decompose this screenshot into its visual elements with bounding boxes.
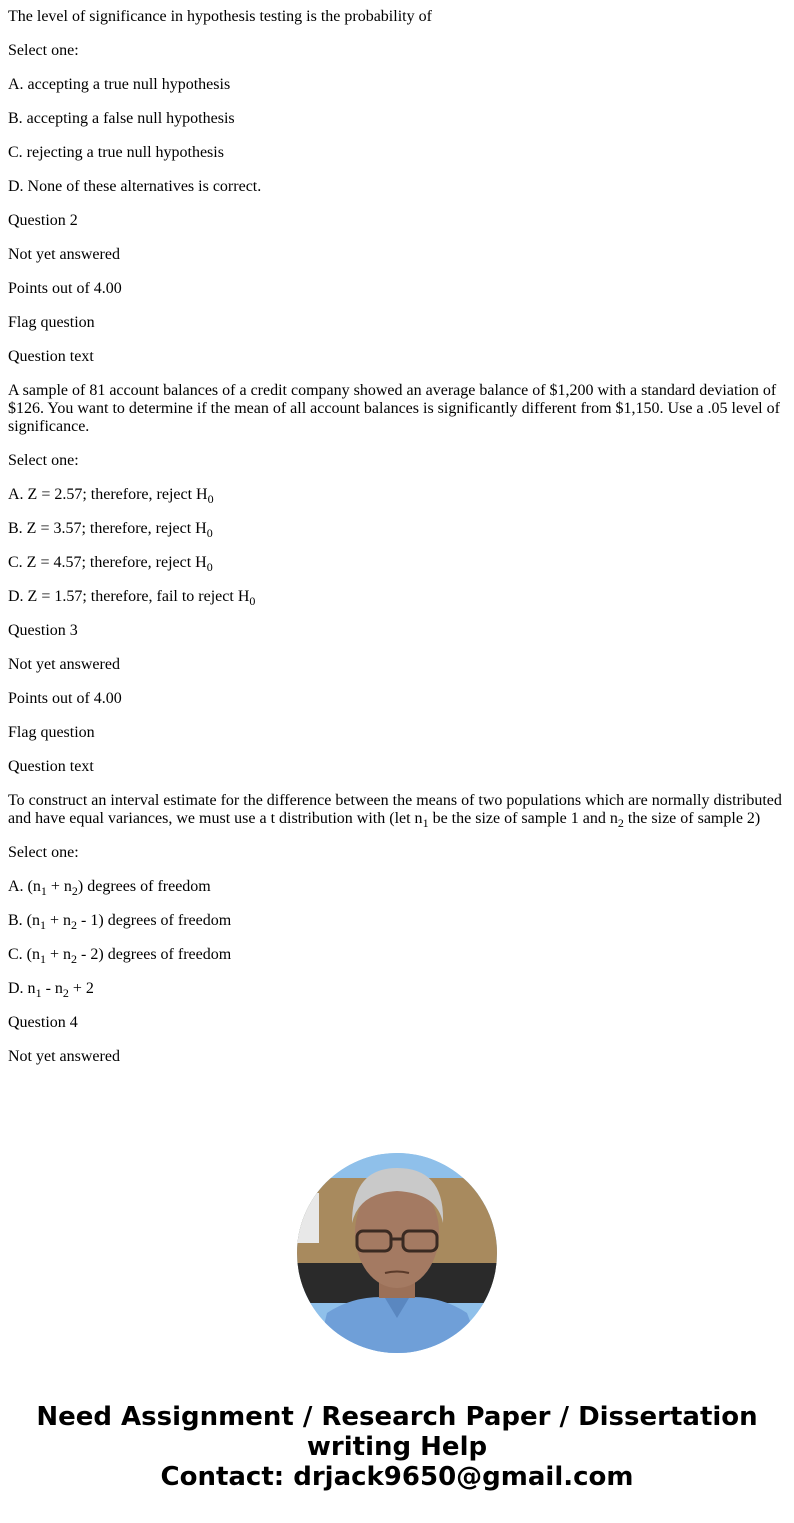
q2-option-c (8, 554, 786, 572)
text-part: + n (46, 946, 72, 963)
question-3-status: Not yet answered (8, 656, 120, 673)
question-2-text: A sample of 81 account balances of a credit company showed an average balance of $1,200 with a standard deviation of $126. You want to determine if the mean of all account balances is significantly different from $1,150. Use a .05 level of significance. (8, 382, 780, 435)
contact-footer (0, 1402, 794, 1492)
question-3-flag: Flag question (8, 724, 95, 741)
subscript: 2 (71, 952, 78, 966)
question-2-points: Points out of 4.00 (8, 280, 122, 297)
q2-option-b (8, 520, 786, 538)
text-part: A. (n (8, 878, 41, 895)
text-part: - n (41, 980, 63, 997)
q1-option-a: A. accepting a true null hypothesis (8, 76, 231, 93)
option-text: D. Z = 1.57; therefore, fail to reject H (8, 588, 250, 605)
question-2-text-label: Question text (8, 348, 94, 365)
subscript: 1 (35, 986, 42, 1000)
author-photo (297, 1153, 497, 1353)
select-one-label: Select one: (8, 42, 79, 59)
option-text: C. Z = 4.57; therefore, reject H (8, 554, 207, 571)
subscript: 1 (40, 884, 47, 898)
select-one-label: Select one: (8, 452, 79, 469)
subscript: 1 (422, 816, 429, 830)
q1-option-d: D. None of these alternatives is correct. (8, 178, 262, 195)
text-part: be the size of sample 1 and n (428, 810, 618, 827)
text-part: D. n (8, 980, 36, 997)
q3-option-a (8, 878, 786, 896)
text-part: the size of sample 2) (623, 810, 761, 827)
q1-option-c: C. rejecting a true null hypothesis (8, 144, 224, 161)
option-text: B. Z = 3.57; therefore, reject H (8, 520, 207, 537)
q3-option-b (8, 912, 786, 930)
subscript: 2 (71, 884, 78, 898)
question-2-number: Question 2 (8, 212, 78, 229)
person-portrait-icon (297, 1153, 497, 1353)
q1-option-b: B. accepting a false null hypothesis (8, 110, 235, 127)
footer-contact: Contact: drjack9650@gmail.com (160, 1462, 634, 1492)
text-part: ) degrees of freedom (77, 878, 211, 895)
text-part: C. (n (8, 946, 40, 963)
subscript: 2 (62, 986, 69, 1000)
subscript: 2 (617, 816, 624, 830)
subscript: 0 (206, 526, 213, 540)
q3-option-d (8, 980, 786, 998)
question-4-number: Question 4 (8, 1014, 78, 1031)
q2-option-d (8, 588, 786, 606)
question-3-number: Question 3 (8, 622, 78, 639)
text-part: - 1) degrees of freedom (77, 912, 232, 929)
subscript: 0 (206, 560, 213, 574)
select-one-label: Select one: (8, 844, 79, 861)
subscript: 0 (207, 492, 214, 506)
q2-option-a (8, 486, 786, 504)
question-2-flag: Flag question (8, 314, 95, 331)
question-1-text: The level of significance in hypothesis testing is the probability of (8, 8, 432, 25)
question-4-status: Not yet answered (8, 1048, 120, 1065)
text-part: + 2 (68, 980, 94, 997)
question-3-points: Points out of 4.00 (8, 690, 122, 707)
text-part: + n (46, 878, 72, 895)
text-part: B. (n (8, 912, 40, 929)
text-part: To construct an interval estimate for the difference between the means of two populations which are normally distributed and have equal variances, we must use a t distribution with (let n (8, 792, 782, 827)
subscript: 0 (249, 594, 256, 608)
q3-option-c (8, 946, 786, 964)
question-3-text-label: Question text (8, 758, 94, 775)
footer-line-2: writing Help (306, 1432, 488, 1462)
subscript: 1 (40, 952, 46, 966)
subscript: 1 (40, 918, 46, 932)
text-part: + n (46, 912, 72, 929)
question-3-text (8, 792, 786, 828)
text-part: - 2) degrees of freedom (77, 946, 232, 963)
question-2-status: Not yet answered (8, 246, 120, 263)
footer-line-1: Need Assignment / Research Paper / Dissertation (36, 1402, 758, 1432)
option-text: A. Z = 2.57; therefore, reject H (8, 486, 208, 503)
subscript: 2 (71, 918, 78, 932)
